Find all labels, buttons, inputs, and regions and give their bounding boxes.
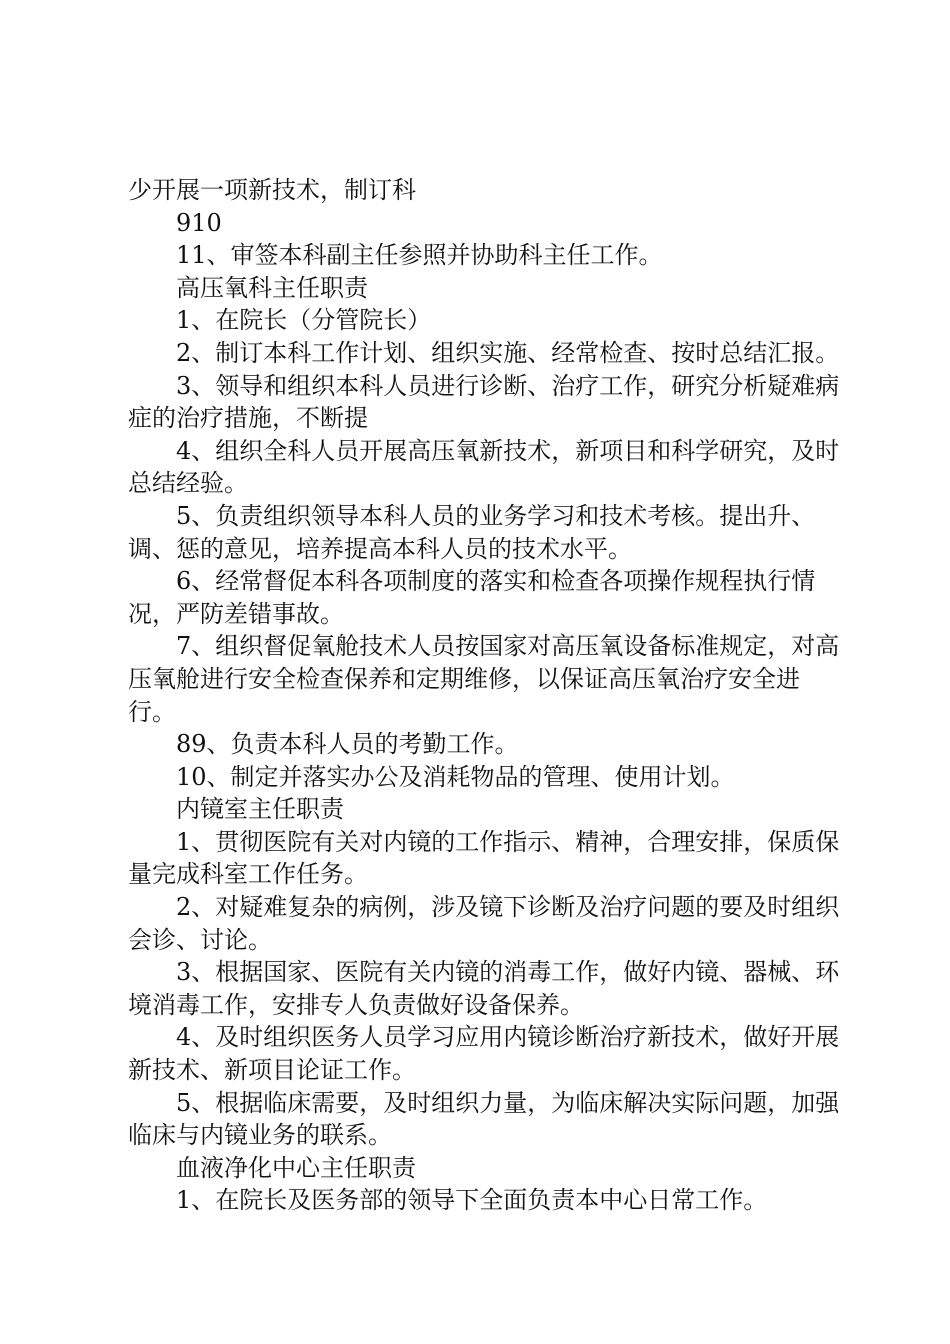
paragraph-numbering-fragment: 910 [176, 208, 222, 237]
paragraph-item: 5、根据临床需要，及时组织力量，为临床解决实际问题，加强临床与内镜业务的联系。 [128, 1088, 840, 1150]
paragraph-item: 1、在院长（分管院长） [176, 306, 432, 335]
document-body [128, 174, 840, 1217]
paragraph-item: 7、组织督促氧舱技术人员按国家对高压氧设备标准规定，对高压氧舱进行安全检查保养和定期维修，以保证高压氧治疗安全进行。 [128, 632, 840, 726]
paragraph-item: 89、负责本科人员的考勤工作。 [176, 730, 519, 759]
paragraph-item: 10、制定并落实办公及消耗物品的管理、使用计划。 [176, 762, 735, 791]
paragraph-continuation: 少开展一项新技术，制订科 [128, 176, 416, 204]
section-heading-blood-purification: 血液净化中心主任职责 [176, 1153, 416, 1182]
paragraph-item: 3、根据国家、医院有关内镜的消毒工作，做好内镜、器械、环境消毒工作，安排专人负责做好设备保养。 [128, 958, 840, 1019]
paragraph-item: 1、在院长及医务部的领导下全面负责本中心日常工作。 [176, 1186, 768, 1215]
section-heading-endoscopy: 内镜室主任职责 [176, 795, 344, 824]
paragraph-item: 2、制订本科工作计划、组织实施、经常检查、按时总结汇报。 [176, 338, 840, 367]
paragraph-item: 1、贯彻医院有关对内镜的工作指示、精神，合理安排，保质保量完成科室工作任务。 [128, 827, 840, 889]
paragraph-item: 4、组织全科人员开展高压氧新技术，新项目和科学研究，及时总结经验。 [128, 436, 840, 498]
paragraph-item: 4、及时组织医务人员学习应用内镜诊断治疗新技术，做好开展新技术、新项目论证工作。 [128, 1023, 840, 1085]
paragraph-item: 5、负责组织领导本科人员的业务学习和技术考核。提出升、调、惩的意见，培养提高本科人员的技术水平。 [128, 501, 816, 563]
section-heading-hyperbaric: 高压氧科主任职责 [176, 273, 368, 302]
paragraph-item-11: 11、审签本科副主任参照并协助科主任工作。 [176, 241, 663, 270]
paragraph-item: 6、经常督促本科各项制度的落实和检查各项操作规程执行情况，严防差错事故。 [128, 567, 816, 628]
paragraph-item: 2、对疑难复杂的病例，涉及镜下诊断及治疗问题的要及时组织会诊、讨论。 [128, 893, 840, 954]
paragraph-item: 3、领导和组织本科人员进行诊断、治疗工作，研究分析疑难病症的治疗措施，不断提 [128, 371, 840, 433]
